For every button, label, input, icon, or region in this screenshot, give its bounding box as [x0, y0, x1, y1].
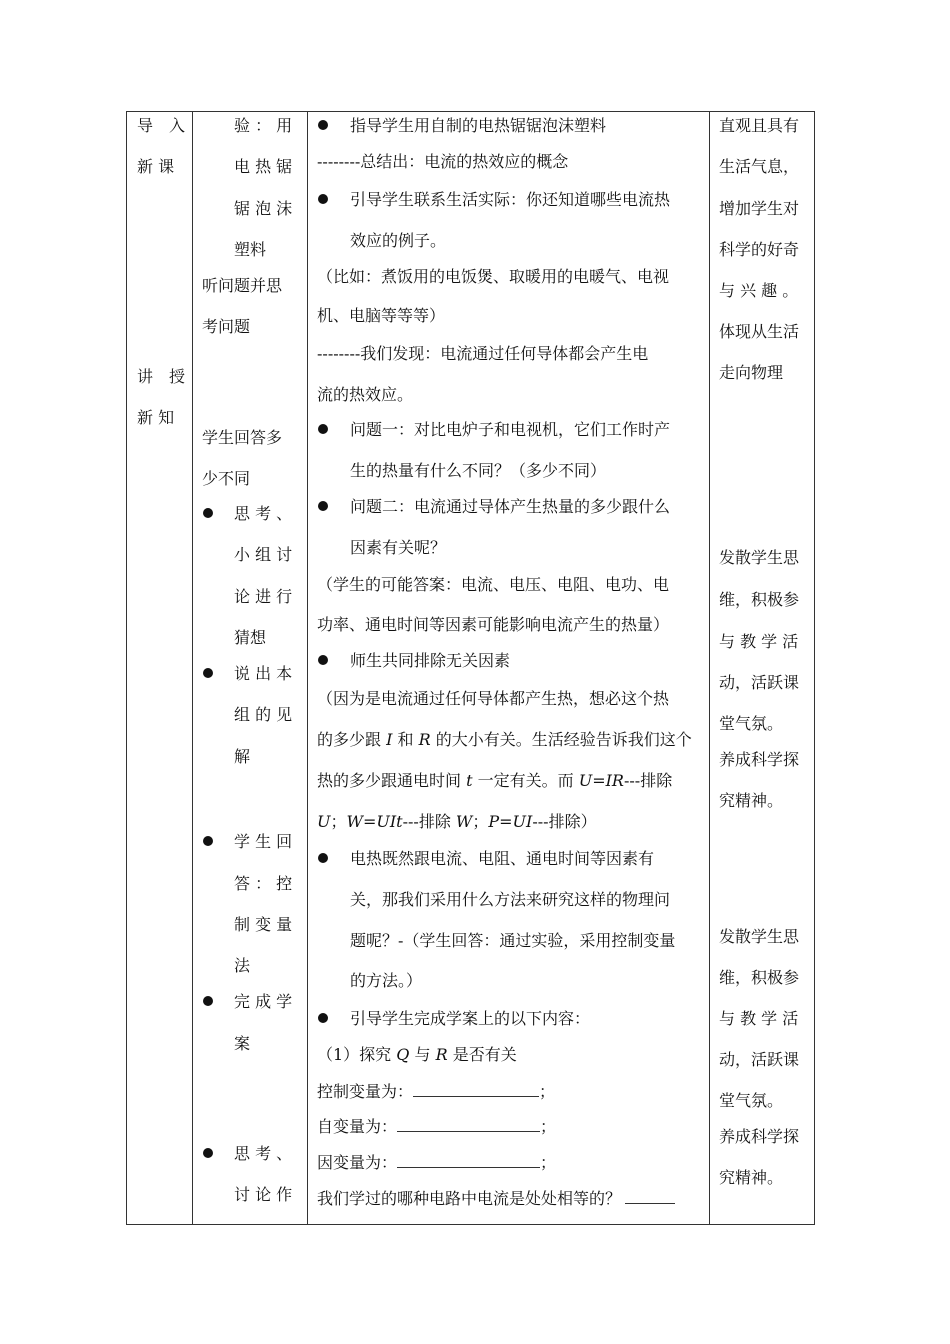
teacher-activity-text: 指导学生用自制的电热锯锯泡沫塑料 — [350, 116, 607, 135]
teacher-activity-text: 电热既然跟电流、电阻、通电时间等因素有 — [350, 849, 655, 868]
student-activity-text: 思 考 、 — [234, 504, 293, 523]
design-intent-text: 直观且具有 — [719, 116, 800, 135]
design-intent-text: 维，积极参 — [719, 590, 800, 609]
teacher-activity-text: 引导学生联系生活实际：你还知道哪些电流热 — [350, 190, 671, 209]
bullet-icon — [318, 424, 328, 434]
teacher-activity-text: （学生的可能答案：电流、电压、电阻、电功、电 — [317, 575, 670, 594]
teacher-activity-text: （比如：煮饭用的电饭煲、取暖用的电暖气、电视 — [317, 267, 670, 286]
student-activity-text: 听问题并思 — [202, 276, 283, 295]
teacher-activity-text: 题呢？-（学生回答：通过实验，采用控制变量 — [350, 931, 676, 950]
teacher-activity-text: 功率、通电时间等因素可能影响电流产生的热量） — [317, 615, 670, 634]
student-activity-text: 组 的 见 — [234, 705, 293, 724]
bullet-icon — [203, 996, 213, 1006]
bullet-icon — [203, 508, 213, 518]
student-activity-text: 答 ： 控 — [234, 874, 293, 893]
fill-in-line: 控制变量为： ； — [317, 1082, 556, 1101]
answer-blank[interactable] — [397, 1117, 540, 1132]
teacher-activity-text: 生的热量有什么不同？（多少不同） — [350, 461, 607, 480]
bullet-icon — [318, 120, 328, 130]
bullet-icon — [203, 1148, 213, 1158]
design-intent-text: 维，积极参 — [719, 968, 800, 987]
design-intent-text: 究精神。 — [719, 791, 784, 810]
student-activity-text: 猜想 — [234, 628, 267, 647]
bullet-icon — [318, 501, 328, 511]
student-activity-text: 解 — [234, 747, 251, 766]
student-activity-text: 思 考 、 — [234, 1144, 293, 1163]
teacher-activity-text: 流的热效应。 — [317, 385, 414, 404]
student-activity-text: 法 — [234, 956, 251, 975]
bullet-icon — [318, 655, 328, 665]
teacher-activity-text: 的方法。） — [350, 971, 423, 990]
stage-label: 导 入 — [137, 116, 186, 135]
design-intent-text: 堂气氛。 — [719, 714, 784, 733]
teacher-activity-text: （因为是电流通过任何导体都产生热，想必这个热 — [317, 689, 670, 708]
bullet-icon — [203, 836, 213, 846]
column-divider — [709, 111, 710, 1225]
student-activity-text: 说 出 本 — [234, 664, 293, 683]
design-intent-text: 增加学生对 — [719, 199, 800, 218]
design-intent-text: 堂气氛。 — [719, 1091, 784, 1110]
bullet-icon — [318, 194, 328, 204]
fill-in-line: 我们学过的哪种电路中电流是处处相等的？ — [317, 1189, 675, 1209]
design-intent-text: 与 教 学 活 — [719, 1009, 799, 1028]
design-intent-text: 体现从生活 — [719, 322, 800, 341]
student-activity-text: 验 ： 用 — [234, 116, 293, 135]
stage-label: 讲 授 — [137, 367, 186, 386]
answer-blank[interactable] — [413, 1082, 539, 1097]
stage-label: 新 知 — [137, 408, 175, 427]
teacher-activity-text: 机、电脑等等等） — [317, 306, 446, 325]
column-divider — [192, 111, 193, 1225]
design-intent-text: 发散学生思 — [719, 927, 800, 946]
teacher-activity-text: --------总结出：电流的热效应的概念 — [317, 152, 569, 171]
student-activity-text: 塑料 — [234, 240, 267, 259]
teacher-activity-text: （1）探究 Q 与 R 是否有关 — [317, 1045, 517, 1064]
design-intent-text: 科学的好奇 — [719, 240, 800, 259]
teacher-activity-text: 引导学生完成学案上的以下内容： — [350, 1009, 591, 1028]
teacher-activity-text: 因素有关呢？ — [350, 538, 447, 557]
design-intent-text: 走向物理 — [719, 363, 784, 382]
teacher-activity-text: 的多少跟 I 和 R 的大小有关。生活经验告诉我们这个 — [317, 730, 692, 749]
teacher-activity-text: --------我们发现：电流通过任何导体都会产生电 — [317, 344, 649, 363]
student-activity-text: 小 组 讨 — [234, 545, 293, 564]
teacher-activity-text: 问题一：对比电炉子和电视机，它们工作时产 — [350, 420, 671, 439]
answer-blank[interactable] — [625, 1189, 675, 1204]
design-intent-text: 生活气息， — [719, 157, 800, 176]
student-activity-text: 电 热 锯 — [234, 157, 293, 176]
fill-in-line: 自变量为： ； — [317, 1117, 557, 1136]
student-activity-text: 学 生 回 — [234, 832, 293, 851]
design-intent-text: 发散学生思 — [719, 548, 800, 567]
fill-in-line: 因变量为： ； — [317, 1153, 557, 1172]
teacher-activity-text: U；W=UIt---排除 W；P=UI---排除） — [317, 812, 597, 831]
column-divider — [307, 111, 308, 1225]
design-intent-text: 养成科学探 — [719, 750, 800, 769]
design-intent-text: 养成科学探 — [719, 1127, 800, 1146]
bullet-icon — [318, 1013, 328, 1023]
student-activity-text: 少不同 — [202, 469, 251, 488]
design-intent-text: 动，活跃课 — [719, 673, 800, 692]
teacher-activity-text: 关，那我们采用什么方法来研究这样的物理问 — [350, 890, 671, 909]
student-activity-text: 论 进 行 — [234, 587, 293, 606]
student-activity-text: 制 变 量 — [234, 915, 293, 934]
design-intent-text: 与 教 学 活 — [719, 632, 799, 651]
student-activity-text: 锯 泡 沫 — [234, 199, 293, 218]
teacher-activity-text: 效应的例子。 — [350, 231, 447, 250]
student-activity-text: 考问题 — [202, 317, 251, 336]
bullet-icon — [318, 853, 328, 863]
design-intent-text: 与 兴 趣 。 — [719, 281, 799, 300]
design-intent-text: 动，活跃课 — [719, 1050, 800, 1069]
answer-blank[interactable] — [397, 1153, 540, 1168]
teacher-activity-text: 热的多少跟通电时间 t 一定有关。而 U=IR---排除 — [317, 771, 673, 790]
student-activity-text: 学生回答多 — [202, 428, 283, 447]
bullet-icon — [203, 668, 213, 678]
teacher-activity-text: 师生共同排除无关因素 — [350, 651, 511, 670]
student-activity-text: 讨 论 作 — [234, 1185, 293, 1204]
student-activity-text: 案 — [234, 1034, 251, 1053]
teacher-activity-text: 问题二：电流通过导体产生热量的多少跟什么 — [350, 497, 671, 516]
design-intent-text: 究精神。 — [719, 1168, 784, 1187]
student-activity-text: 完 成 学 — [234, 992, 293, 1011]
stage-label: 新 课 — [137, 157, 175, 176]
